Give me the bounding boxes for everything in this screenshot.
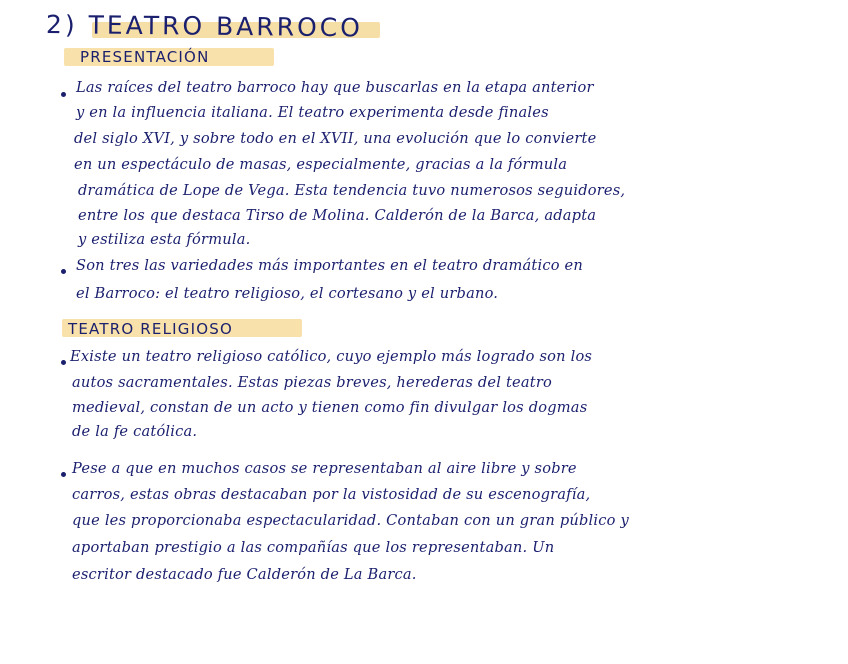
text-line: aportaban prestigio a las compañías que los representaban. Un [72, 539, 555, 556]
text-line: Son tres las variedades más importantes en el teatro dramático en [76, 257, 583, 274]
text-line: que les proporcionaba espectacularidad. Contaban con un gran público y [72, 512, 629, 529]
bullet [61, 360, 66, 365]
text-line: y en la influencia italiana. El teatro experimenta desde finales [76, 104, 549, 121]
section-heading-presentacion: PRESENTACIÓN [80, 48, 210, 66]
text-line: Pese a que en muchos casos se representaban al aire libre y sobre [72, 460, 577, 477]
bullet [61, 472, 66, 477]
text-line: Las raíces del teatro barroco hay que buscarlas en la etapa anterior [76, 79, 594, 96]
text-line: medieval, constan de un acto y tienen como fin divulgar los dogmas [72, 399, 588, 416]
text-line: y estiliza esta fórmula. [78, 231, 251, 248]
text-line: de la fe católica. [72, 423, 198, 440]
text-line: carros, estas obras destacaban por la vistosidad de su escenografía, [72, 486, 591, 503]
text-line: entre los que destaca Tirso de Molina. Calderón de la Barca, adapta [78, 207, 597, 224]
text-line: escritor destacado fue Calderón de La Barca. [72, 566, 417, 583]
page-title: 2) TEATRO BARROCO [45, 10, 364, 43]
bullet [61, 92, 66, 97]
text-line: en un espectáculo de masas, especialmente, gracias a la fórmula [74, 156, 568, 173]
bullet [61, 269, 66, 274]
text-line: autos sacramentales. Estas piezas breves, herederas del teatro [72, 374, 552, 391]
text-line: el Barroco: el teatro religioso, el cortesano y el urbano. [76, 285, 499, 302]
section-heading-teatro-religioso: TEATRO RELIGIOSO [68, 320, 233, 338]
text-line: dramática de Lope de Vega. Esta tendencia tuvo numerosos seguidores, [78, 182, 626, 199]
text-line: del siglo XVI, y sobre todo en el XVII, una evolución que lo convierte [74, 130, 597, 147]
text-line: Existe un teatro religioso católico, cuyo ejemplo más logrado son los [70, 348, 593, 365]
